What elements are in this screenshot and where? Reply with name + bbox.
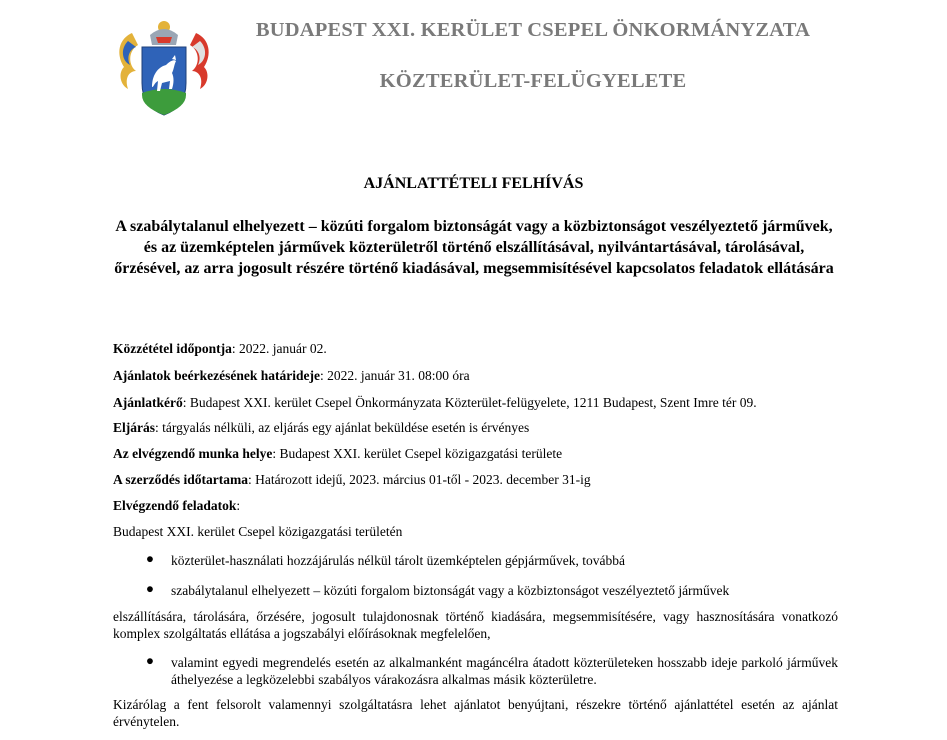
field-publication-date xyxy=(113,341,327,357)
task-item: szabálytalanul elhelyezett – közúti forgalom biztonságát vagy a közbiztonságot veszélyeztető járművek xyxy=(171,583,730,598)
document-title: AJÁNLATTÉTELI FELHÍVÁS xyxy=(363,175,584,192)
task-continuation: elszállítására, tárolására, őrzésére, jogosult tulajdonosnak történő kiadására, megsemmisítésére, vagy hasznosítására vonatkozó komplex szolgáltatás ellátása a jogszabályi előírásoknak megfelelően, xyxy=(113,609,838,641)
field-value: : 2022. január 02. xyxy=(231,341,327,356)
field-label: Ajánlatkérő xyxy=(113,395,183,410)
tasks-intro: Budapest XXI. kerület Csepel közigazgatási területén xyxy=(113,524,403,539)
task-item: valamint egyedi megrendelés esetén az alkalmanként magáncélra átadott közterületeken hosszabb ideje parkoló járművek áthelyezése a legközelebbi szabályos várakozásra alkalmas másik közterületre. xyxy=(171,655,838,687)
document-subject: A szabálytalanul elhelyezett – közúti forgalom biztonságát vagy a közbiztonságot veszélyeztető járművek, és az üzemképtelen járművek közterületről történő elszállításával, nyilvántartásával, tárolásával, őrzésével, az arra jogosult részére történő kiadásával, megsemmisítésével kapcsolatos feladatok ellátására xyxy=(114,218,834,277)
field-value: : Határozott idejű, 2023. március 01-től - 2023. december 31-ig xyxy=(247,472,591,487)
field-value: : Budapest XXI. kerület Csepel közigazgatási területe xyxy=(272,446,563,461)
field-label: Ajánlatok beérkezésének határideje xyxy=(113,368,320,383)
closing-paragraph: Kizárólag a fent felsorolt valamennyi szolgáltatásra lehet ajánlatot benyújtani, részekre történő ajánlattétel esetén az ajánlat érvénytelen. xyxy=(113,697,838,729)
organization-name: BUDAPEST XXI. KERÜLET CSEPEL ÖNKORMÁNYZATA xyxy=(255,19,811,41)
field-value: : 2022. január 31. 08:00 óra xyxy=(319,368,470,383)
field-tasks xyxy=(113,498,240,514)
field-value: : xyxy=(236,498,241,513)
coat-of-arms-icon xyxy=(114,15,214,119)
field-value: : tárgyalás nélküli, az eljárás egy ajánlat beküldése esetén is érvényes xyxy=(155,420,530,435)
field-label: Közzététel időpontja xyxy=(113,341,232,356)
task-item: közterület-használati hozzájárulás nélkül tárolt üzemképtelen gépjárművek, továbbá xyxy=(171,553,625,568)
field-contracting-authority xyxy=(113,395,757,411)
field-submission-deadline xyxy=(113,368,470,384)
field-label: A szerződés időtartama xyxy=(113,472,248,487)
field-label: Eljárás xyxy=(113,420,155,435)
field-work-location xyxy=(113,446,562,462)
field-contract-duration xyxy=(113,472,591,488)
field-label: Az elvégzendő munka helye xyxy=(113,446,273,461)
bullet-icon: ● xyxy=(145,551,155,566)
bullet-icon: ● xyxy=(145,581,155,596)
field-label: Elvégzendő feladatok xyxy=(113,498,237,513)
organization-unit: KÖZTERÜLET-FELÜGYELETE xyxy=(379,70,687,92)
bullet-icon: ● xyxy=(145,653,155,668)
field-procedure xyxy=(113,420,529,436)
field-value: : Budapest XXI. kerület Csepel Önkormányzata Közterület-felügyelete, 1211 Budapest, Szent Imre tér 09. xyxy=(182,395,757,410)
